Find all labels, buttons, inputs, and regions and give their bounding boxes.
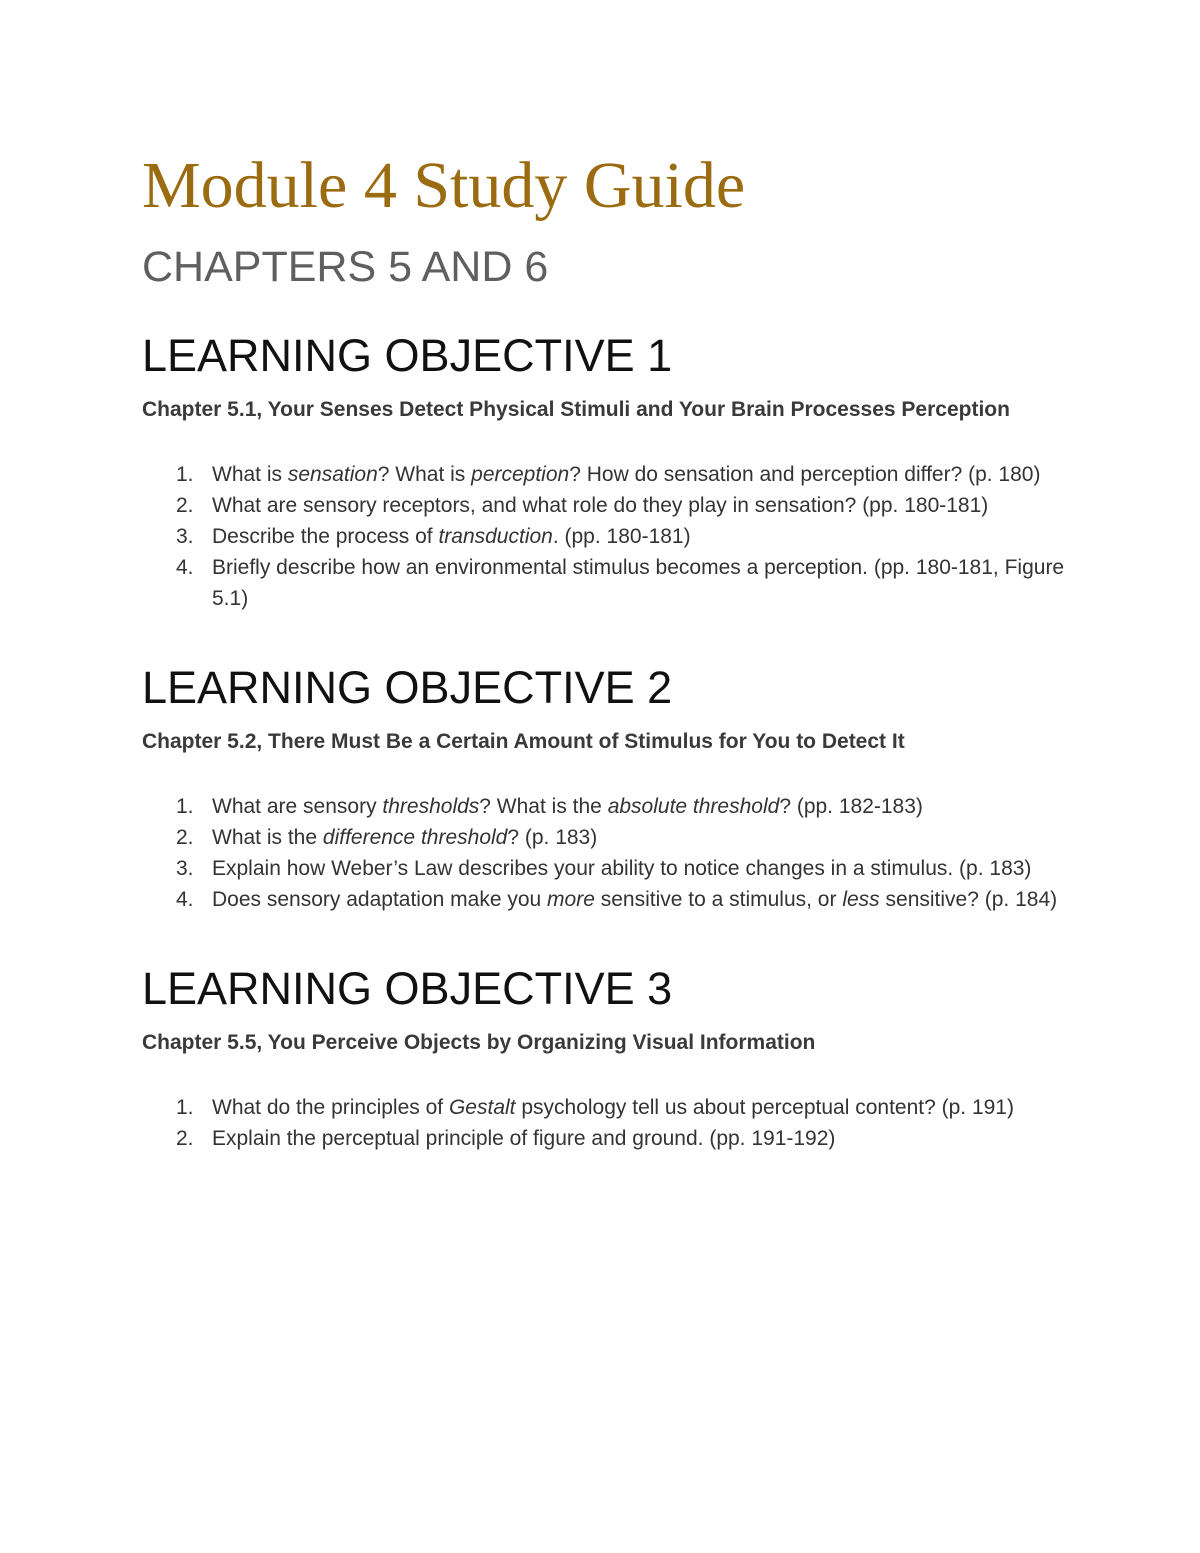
document-subtitle: CHAPTERS 5 AND 6 (142, 243, 549, 291)
learning-objective-3 (142, 963, 1072, 1154)
list-number: 1. (176, 463, 194, 486)
question-text (212, 1127, 835, 1150)
emphasis-term: transduction (438, 525, 553, 548)
list-number: 2. (176, 1127, 194, 1150)
question-text (212, 525, 691, 548)
chapter-heading: Chapter 5.1, Your Senses Detect Physical Stimuli and Your Brain Processes Perception (142, 398, 1010, 421)
text-run: Explain the perceptual principle of figure and ground. (pp. 191-192) (212, 1127, 836, 1150)
question-text (212, 463, 1040, 486)
list-item (142, 1092, 1072, 1123)
list-item (142, 884, 1072, 915)
list-item (142, 1123, 1072, 1154)
emphasis-term: difference threshold (322, 826, 508, 849)
emphasis-term: sensation (287, 463, 378, 486)
learning-objective-1 (142, 330, 1072, 614)
learning-objective-heading: LEARNING OBJECTIVE 2 (142, 662, 673, 713)
question-text (212, 556, 1064, 610)
list-number: 4. (176, 556, 194, 579)
chapter-heading: Chapter 5.2, There Must Be a Certain Amount of Stimulus for You to Detect It (142, 730, 905, 753)
list-number: 2. (176, 826, 194, 849)
text-run: Does sensory adaptation make you (212, 888, 548, 911)
list-item (142, 459, 1072, 490)
text-run: What are sensory receptors, and what role do they play in sensation? (pp. 180-181) (212, 494, 989, 517)
list-number: 3. (176, 857, 194, 880)
list-number: 1. (176, 1096, 194, 1119)
text-run: What is (212, 463, 288, 486)
text-run: ? What is (377, 463, 472, 486)
question-text (212, 888, 1057, 911)
list-number: 1. (176, 795, 194, 818)
emphasis-term: absolute threshold (607, 795, 780, 818)
text-run: Briefly describe how an environmental stimulus becomes a perception. (pp. 180-181, Figure 5.1) (212, 556, 1065, 610)
text-run: What do the principles of (212, 1096, 449, 1119)
emphasis-term: thresholds (382, 795, 480, 818)
list-item (142, 521, 1072, 552)
text-run: ? How do sensation and perception differ? (p. 180) (569, 463, 1041, 486)
learning-objective-2 (142, 662, 1072, 915)
text-run: Describe the process of (212, 525, 439, 548)
question-list (142, 791, 1072, 915)
question-text (212, 494, 988, 517)
document-title: Module 4 Study Guide (142, 149, 746, 222)
text-run: What is the (212, 826, 323, 849)
question-list (142, 459, 1072, 614)
question-text (212, 826, 597, 849)
text-run: ? What is the (479, 795, 608, 818)
text-run: Explain how Weber’s Law describes your ability to notice changes in a stimulus. (p. 183) (212, 857, 1032, 880)
learning-objective-heading: LEARNING OBJECTIVE 3 (142, 963, 673, 1014)
list-item (142, 853, 1072, 884)
emphasis-term: more (547, 888, 595, 911)
learning-objective-heading: LEARNING OBJECTIVE 1 (142, 330, 673, 381)
list-number: 3. (176, 525, 194, 548)
list-item (142, 552, 1072, 614)
list-item (142, 791, 1072, 822)
text-run: ? (pp. 182-183) (779, 795, 923, 818)
text-run: ? (p. 183) (507, 826, 598, 849)
list-number: 4. (176, 888, 194, 911)
question-list (142, 1092, 1072, 1154)
list-number: 2. (176, 494, 194, 517)
question-text (212, 857, 1031, 880)
emphasis-term: less (842, 888, 880, 911)
emphasis-term: perception (471, 463, 570, 486)
text-run: sensitive? (p. 184) (879, 888, 1058, 911)
chapter-heading: Chapter 5.5, You Perceive Objects by Organizing Visual Information (142, 1031, 816, 1054)
text-run: What are sensory (212, 795, 383, 818)
list-item (142, 822, 1072, 853)
question-text (212, 1096, 1014, 1119)
question-text (212, 795, 923, 818)
text-run: . (pp. 180-181) (552, 525, 691, 548)
text-run: sensitive to a stimulus, or (594, 888, 843, 911)
document-page (142, 150, 1072, 1154)
list-item (142, 490, 1072, 521)
text-run: psychology tell us about perceptual content? (p. 191) (515, 1096, 1014, 1119)
emphasis-term: Gestalt (448, 1096, 516, 1119)
